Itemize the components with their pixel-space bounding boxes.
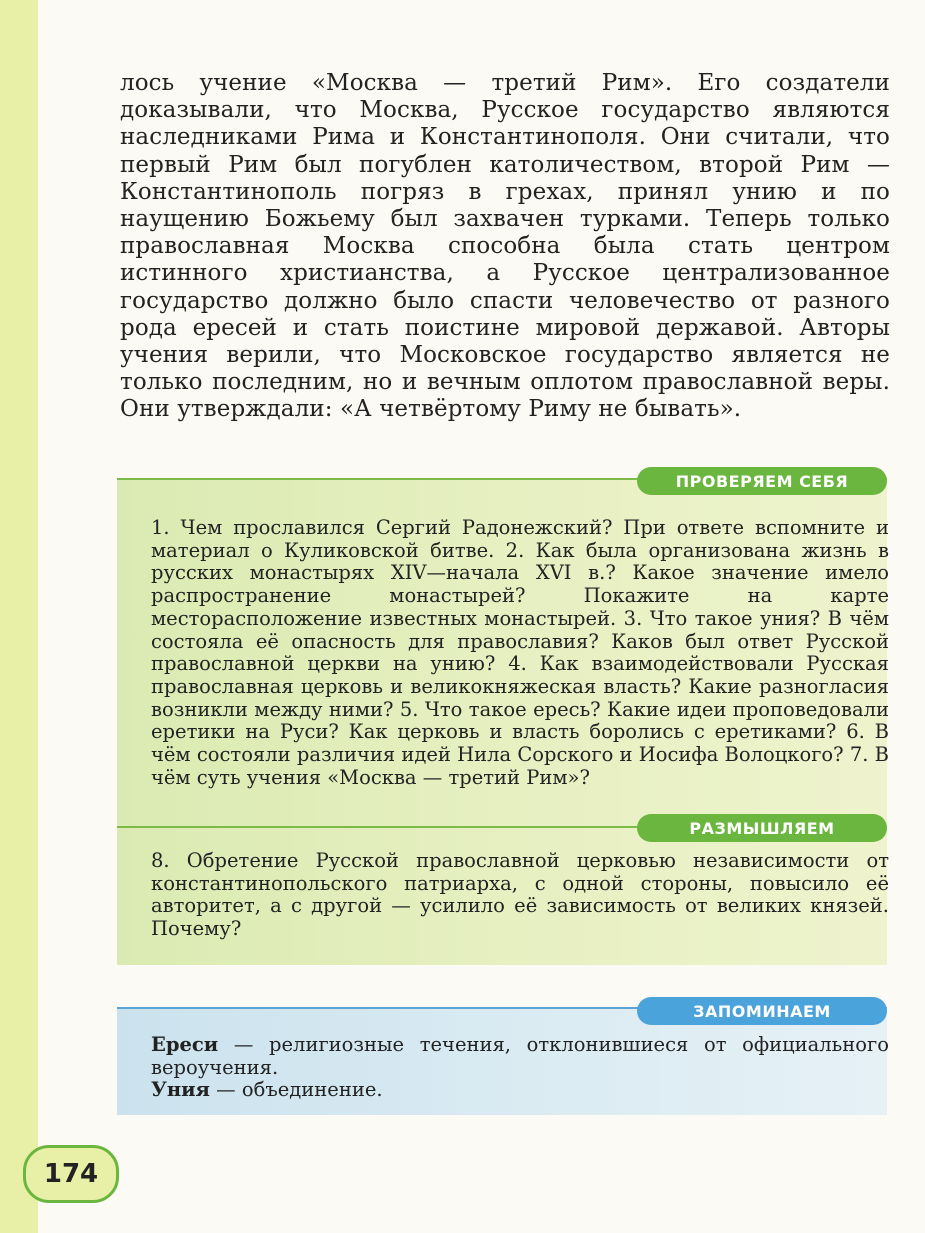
- check-questions-text: 1. Чем прославился Сергий Радонежский? При ответе вспомните и материал о Куликовской битве. 2. Как была организована жизнь в русских монастырях XIV—начала XVI в.? Какое значение имело распространение монастырей? Покажите на карте месторасположение известных монастырей. 3. Что такое уния? В чём состояла её опасность для православия? Каков был ответ Русской православной церкви на унию? 4. Как взаимодействовали Русская православная церковь и великокняжеская власть? Какие разногласия возникли между ними? 5. Что такое ересь? Какие идеи проповедовали еретики на Руси? Как церковь и власть боролись с еретиками? 6. В чём состояли различия идей Нила Сорского и Иосифа Волоцкого? 7. В чём суть учения «Москва — третий Рим»?: [151, 516, 889, 789]
- think-label: РАЗМЫШЛЯЕМ: [637, 814, 887, 842]
- think-divider: [117, 826, 657, 828]
- check-yourself-label: ПРОВЕРЯЕМ СЕБЯ: [637, 467, 887, 495]
- main-paragraph: лось учение «Москва — третий Рим». Его создатели доказывали, что Москва, Русское государство являются наследниками Рима и Константинополя. Они считали, что первый Рим был погублен католичеством, второй Рим — Константинополь погряз в грехах, принял унию и по наущению Божьему был захвачен турками. Теперь только православная Москва способна была стать центром истинного христианства, а Русское централизованное государство должно было спасти человечество от разного рода ересей и стать поистине мировой державой. Авторы учения верили, что Московское государство является не только последним, но и вечным оплотом православной веры. Они утверждали: «А четвёртому Риму не бывать».: [120, 70, 890, 423]
- main-text-block: [120, 70, 890, 424]
- page-margin-strip: [0, 0, 38, 1233]
- remember-definitions: [151, 1034, 889, 1102]
- term-heresy: Ереси: [151, 1033, 219, 1056]
- term-union: Уния: [151, 1078, 210, 1101]
- definition-heresy-text: — религиозные течения, отклонившиеся от официального вероучения.: [151, 1033, 889, 1079]
- think-question-text: 8. Обретение Русской православной церковью независимости от константинопольского патриарха, с одной стороны, повысило её авторитет, а с другой — усилило её зависимость от великих князей. Почему?: [151, 849, 889, 941]
- think-question: [151, 850, 889, 941]
- remember-box: [117, 1001, 889, 1115]
- page-number: 174: [23, 1145, 119, 1203]
- definition-heresy: [151, 1034, 889, 1079]
- check-yourself-questions: [151, 517, 889, 789]
- definition-union-text: — объединение.: [209, 1078, 383, 1101]
- definition-union: [151, 1079, 889, 1102]
- check-yourself-box: [117, 471, 889, 965]
- remember-label: ЗАПОМИНАЕМ: [637, 997, 887, 1025]
